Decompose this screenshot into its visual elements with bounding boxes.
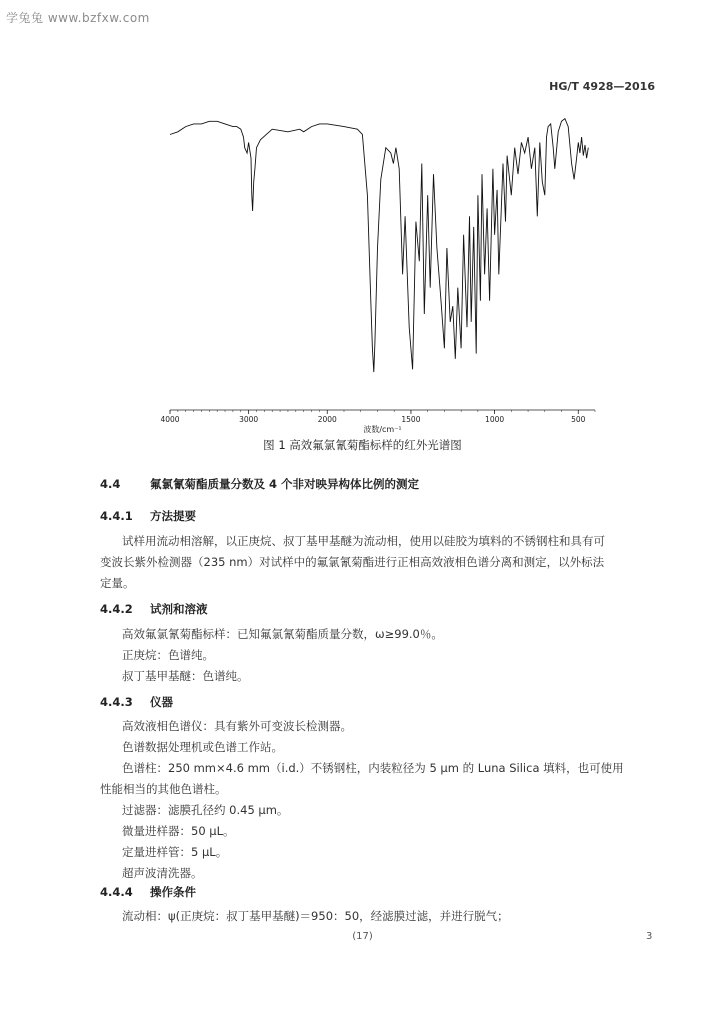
list-item: 正庚烷：色谱纯。 <box>122 648 214 662</box>
footer-center-number: (17) <box>352 931 373 942</box>
section-title: 试剂和溶液 <box>150 602 208 616</box>
list-item: 超声波清洗器。 <box>122 866 203 880</box>
list-item: 过滤器：滤膜孔径约 0.45 μm。 <box>122 803 289 817</box>
x-axis-label: 波数/cm⁻¹ <box>363 425 402 433</box>
x-tick-label: 4000 <box>160 415 180 424</box>
reagents-list <box>122 624 662 687</box>
spectrum-series-line <box>170 119 588 373</box>
x-tick-label: 500 <box>571 415 586 424</box>
ir-spectrum-chart <box>160 108 605 433</box>
list-item: 流动相：ψ(正庚烷：叔丁基甲基醚)＝950：50，经滤膜过滤，并进行脱气； <box>122 909 509 923</box>
watermark: 学兔兔 www.bzfxw.com <box>6 11 150 25</box>
method-summary <box>100 531 662 594</box>
list-item: 微量进样器：50 μL。 <box>122 824 235 838</box>
section-number: 4.4.1 <box>100 509 133 523</box>
list-item: 高效液相色谱仪：具有紫外可变波长检测器。 <box>122 719 352 733</box>
paragraph-line: 试样用流动相溶解，以正庚烷、叔丁基甲基醚为流动相，使用以硅胶为填料的不锈钢柱和具有可 <box>122 534 605 548</box>
x-tick-label: 3000 <box>239 415 259 424</box>
section-title: 方法提要 <box>150 509 196 523</box>
section-heading-4-4-4 <box>100 884 196 900</box>
x-axis-ticks <box>160 410 595 424</box>
section-number: 4.4 <box>100 477 121 491</box>
paragraph-line: 定量。 <box>100 576 135 590</box>
section-heading-4-4-1 <box>100 508 196 524</box>
list-item: 色谱柱：250 mm×4.6 mm（i.d.）不锈钢柱，内装粒径为 5 μm 的 Luna Silica 填料，也可使用 <box>122 761 624 775</box>
standard-code: HG/T 4928—2016 <box>549 80 655 93</box>
section-heading-4-4-2 <box>100 601 208 617</box>
list-item: 色谱数据处理机或色谱工作站。 <box>122 740 283 754</box>
section-number: 4.4.3 <box>100 695 133 709</box>
list-item: 叔丁基甲基醚：色谱纯。 <box>122 669 249 683</box>
x-tick-label: 2000 <box>317 415 337 424</box>
x-tick-label: 1000 <box>485 415 505 424</box>
page-number: 3 <box>646 931 653 942</box>
operating-conditions <box>122 906 662 927</box>
section-title: 氟氯氰菊酯质量分数及 4 个非对映异构体比例的测定 <box>150 477 420 491</box>
x-tick-label: 1500 <box>401 415 421 424</box>
list-item: 定量进样管：5 μL。 <box>122 845 228 859</box>
section-number: 4.4.2 <box>100 602 133 616</box>
figure-caption: 图 1 高效氟氯氰菊酯标样的红外光谱图 <box>263 438 462 452</box>
instruments-list <box>100 716 662 884</box>
paragraph-line: 变波长紫外检测器（235 nm）对试样中的氟氯氰菊酯进行正相高效液相色谱分离和测定，以外标法 <box>100 555 605 569</box>
list-item: 高效氟氯氰菊酯标样：已知氟氯氰菊酯质量分数，ω≥99.0％。 <box>122 627 443 641</box>
section-heading-4-4 <box>100 476 419 492</box>
section-title: 操作条件 <box>150 885 196 899</box>
list-item: 性能相当的其他色谱柱。 <box>100 782 227 796</box>
section-heading-4-4-3 <box>100 694 173 710</box>
section-title: 仪器 <box>150 695 173 709</box>
section-number: 4.4.4 <box>100 885 133 899</box>
